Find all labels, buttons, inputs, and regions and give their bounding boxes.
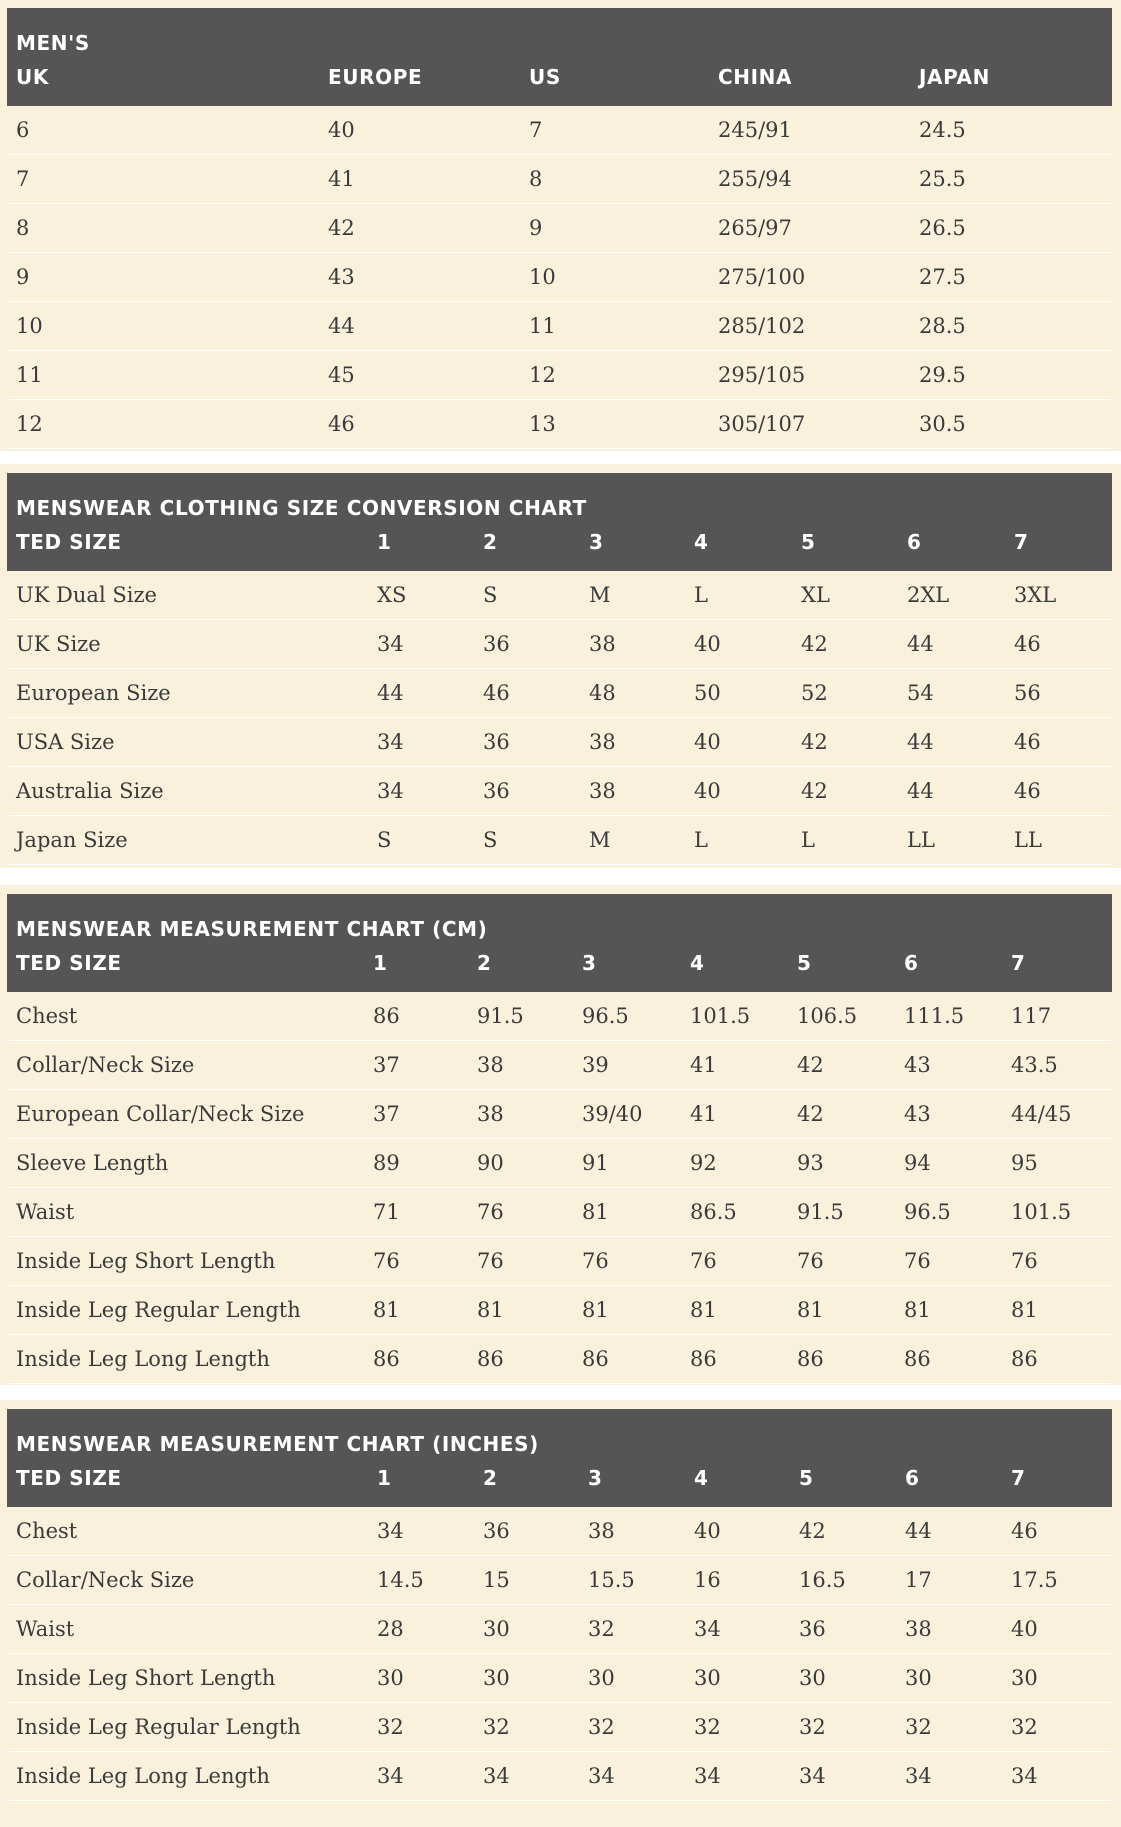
table-cell: 86 xyxy=(364,992,468,1041)
column-header: 7 xyxy=(1014,530,1029,554)
row-label: Collar/Neck Size xyxy=(7,1041,364,1090)
column-header: 5 xyxy=(801,530,816,554)
table-cell: 32 xyxy=(896,1703,1002,1752)
table-row xyxy=(7,1507,1112,1556)
table-cell: 36 xyxy=(790,1605,896,1654)
table-cell: 295/105 xyxy=(709,351,910,400)
table-cell: 34 xyxy=(896,1752,1002,1801)
table-cell: 81 xyxy=(788,1286,895,1335)
mens-shoe-size-panel xyxy=(0,0,1121,451)
row-label: Inside Leg Short Length xyxy=(7,1654,368,1703)
table-row xyxy=(7,302,1112,351)
table-cell: 32 xyxy=(790,1703,896,1752)
table-cell: 86 xyxy=(788,1335,895,1384)
table-cell: 44 xyxy=(319,302,520,351)
table-cell: 275/100 xyxy=(709,253,910,302)
table-cell: 86 xyxy=(573,1335,681,1384)
mens-shoe-size-table xyxy=(7,8,1112,449)
table-cell: 40 xyxy=(1002,1605,1112,1654)
table-row xyxy=(7,1556,1112,1605)
clothing-conversion-panel xyxy=(0,464,1121,868)
table-cell: 117 xyxy=(1002,992,1112,1041)
table-cell: L xyxy=(792,816,898,865)
table-cell: 34 xyxy=(685,1605,790,1654)
row-label: European Collar/Neck Size xyxy=(7,1090,364,1139)
table-cell: 6 xyxy=(7,106,319,155)
table-cell: 46 xyxy=(319,400,520,449)
table-cell: 43.5 xyxy=(1002,1041,1112,1090)
table-cell: 38 xyxy=(580,718,685,767)
table-cell: 71 xyxy=(364,1188,468,1237)
table-cell: 10 xyxy=(7,302,319,351)
table-cell: 46 xyxy=(1005,718,1112,767)
table-cell: 34 xyxy=(1002,1752,1112,1801)
table-cell: 30 xyxy=(1002,1654,1112,1703)
table-row xyxy=(7,1090,1112,1139)
table-row xyxy=(7,1237,1112,1286)
column-header: 3 xyxy=(582,951,597,975)
table-cell: 38 xyxy=(468,1041,573,1090)
table-cell: 17 xyxy=(896,1556,1002,1605)
row-label: Inside Leg Long Length xyxy=(7,1335,364,1384)
table-cell: 3XL xyxy=(1005,571,1112,620)
table-cell: 86 xyxy=(895,1335,1002,1384)
row-label: Chest xyxy=(7,1507,368,1556)
table-title-row xyxy=(7,894,1112,945)
table-cell: 26.5 xyxy=(910,204,1112,253)
table-row xyxy=(7,620,1112,669)
table-cell: 76 xyxy=(364,1237,468,1286)
table-cell: 91.5 xyxy=(468,992,573,1041)
table-cell: 30 xyxy=(896,1654,1002,1703)
table-cell: 42 xyxy=(792,767,898,816)
table-cell: 93 xyxy=(788,1139,895,1188)
table-cell: 91 xyxy=(573,1139,681,1188)
table-cell: 16 xyxy=(685,1556,790,1605)
table-row xyxy=(7,351,1112,400)
table-cell: 30 xyxy=(579,1654,685,1703)
table-cell: 36 xyxy=(474,1507,579,1556)
table-cell: 81 xyxy=(895,1286,1002,1335)
table-cell: 32 xyxy=(579,1605,685,1654)
table-cell: LL xyxy=(898,816,1005,865)
table-cell: 13 xyxy=(520,400,709,449)
table-cell: 81 xyxy=(573,1188,681,1237)
table-cell: 81 xyxy=(681,1286,788,1335)
column-header-row xyxy=(7,1460,1112,1507)
table-cell: 34 xyxy=(579,1752,685,1801)
row-label: UK Size xyxy=(7,620,368,669)
table-row xyxy=(7,106,1112,155)
table-cell: 38 xyxy=(896,1605,1002,1654)
table-row xyxy=(7,1286,1112,1335)
table-cell: 86 xyxy=(681,1335,788,1384)
table-cell: 255/94 xyxy=(709,155,910,204)
table-cell: 2XL xyxy=(898,571,1005,620)
table-title: MENSWEAR CLOTHING SIZE CONVERSION CHART xyxy=(16,496,587,520)
table-row xyxy=(7,1335,1112,1384)
row-label: Waist xyxy=(7,1188,364,1237)
table-title-row xyxy=(7,473,1112,524)
measurement-cm-panel xyxy=(0,885,1121,1385)
table-cell: 45 xyxy=(319,351,520,400)
table-cell: 76 xyxy=(788,1237,895,1286)
table-row xyxy=(7,253,1112,302)
table-row xyxy=(7,669,1112,718)
column-header: US xyxy=(529,65,561,89)
table-cell: 30 xyxy=(790,1654,896,1703)
table-cell: 29.5 xyxy=(910,351,1112,400)
row-label: Australia Size xyxy=(7,767,368,816)
column-header: 5 xyxy=(799,1466,814,1490)
table-cell: 95 xyxy=(1002,1139,1112,1188)
table-cell: 27.5 xyxy=(910,253,1112,302)
table-cell: 43 xyxy=(319,253,520,302)
table-row xyxy=(7,1188,1112,1237)
table-cell: 81 xyxy=(573,1286,681,1335)
table-cell: 36 xyxy=(474,620,580,669)
table-row xyxy=(7,816,1112,865)
table-cell: 34 xyxy=(368,1752,474,1801)
table-cell: 42 xyxy=(788,1090,895,1139)
table-cell: 37 xyxy=(364,1041,468,1090)
column-header-row xyxy=(7,945,1112,992)
table-cell: 12 xyxy=(520,351,709,400)
column-header: 4 xyxy=(694,1466,709,1490)
table-cell: 36 xyxy=(474,718,580,767)
table-cell: 11 xyxy=(520,302,709,351)
table-cell: 50 xyxy=(685,669,792,718)
table-cell: 245/91 xyxy=(709,106,910,155)
table-cell: 30.5 xyxy=(910,400,1112,449)
table-cell: 32 xyxy=(1002,1703,1112,1752)
row-label: Inside Leg Regular Length xyxy=(7,1286,364,1335)
table-cell: 44 xyxy=(898,718,1005,767)
row-label: Inside Leg Regular Length xyxy=(7,1703,368,1752)
table-cell: M xyxy=(580,571,685,620)
table-title: MENSWEAR MEASUREMENT CHART (CM) xyxy=(16,917,488,941)
column-header: 1 xyxy=(377,1466,392,1490)
column-header: 7 xyxy=(1011,951,1026,975)
table-cell: 43 xyxy=(895,1090,1002,1139)
table-cell: 44 xyxy=(896,1507,1002,1556)
table-cell: 38 xyxy=(580,620,685,669)
table-cell: 76 xyxy=(468,1237,573,1286)
table-cell: 42 xyxy=(792,620,898,669)
table-cell: 34 xyxy=(368,1507,474,1556)
table-cell: XS xyxy=(368,571,474,620)
row-label: Collar/Neck Size xyxy=(7,1556,368,1605)
column-header: UK xyxy=(16,65,49,89)
table-row xyxy=(7,400,1112,449)
table-cell: 54 xyxy=(898,669,1005,718)
table-cell: 39 xyxy=(573,1041,681,1090)
table-row xyxy=(7,1139,1112,1188)
table-row xyxy=(7,571,1112,620)
column-header: 2 xyxy=(483,1466,498,1490)
table-cell: 41 xyxy=(319,155,520,204)
table-row xyxy=(7,718,1112,767)
table-cell: 106.5 xyxy=(788,992,895,1041)
table-cell: S xyxy=(474,571,580,620)
table-title: MENSWEAR MEASUREMENT CHART (INCHES) xyxy=(16,1432,539,1456)
table-cell: 36 xyxy=(474,767,580,816)
table-cell: 11 xyxy=(7,351,319,400)
table-cell: 265/97 xyxy=(709,204,910,253)
clothing-conversion-table xyxy=(7,473,1112,865)
table-cell: S xyxy=(474,816,580,865)
table-cell: 285/102 xyxy=(709,302,910,351)
table-cell: 43 xyxy=(895,1041,1002,1090)
table-cell: 91.5 xyxy=(788,1188,895,1237)
table-cell: 94 xyxy=(895,1139,1002,1188)
table-cell: LL xyxy=(1005,816,1112,865)
table-cell: 32 xyxy=(368,1703,474,1752)
table-cell: 86.5 xyxy=(681,1188,788,1237)
table-cell: 34 xyxy=(368,718,474,767)
table-cell: 40 xyxy=(685,620,792,669)
table-cell: 14.5 xyxy=(368,1556,474,1605)
table-cell: 12 xyxy=(7,400,319,449)
column-header: 2 xyxy=(477,951,492,975)
column-header: 6 xyxy=(907,530,922,554)
column-header: 7 xyxy=(1011,1466,1026,1490)
table-cell: 41 xyxy=(681,1090,788,1139)
table-cell: 86 xyxy=(468,1335,573,1384)
table-cell: 42 xyxy=(319,204,520,253)
row-label: Sleeve Length xyxy=(7,1139,364,1188)
column-header: CHINA xyxy=(718,65,793,89)
table-cell: 52 xyxy=(792,669,898,718)
measurement-inches-table xyxy=(7,1409,1112,1801)
table-cell: 9 xyxy=(520,204,709,253)
column-header: 3 xyxy=(588,1466,603,1490)
table-cell: 15.5 xyxy=(579,1556,685,1605)
table-cell: 34 xyxy=(368,620,474,669)
table-cell: 34 xyxy=(790,1752,896,1801)
table-cell: 15 xyxy=(474,1556,579,1605)
table-cell: 38 xyxy=(580,767,685,816)
table-cell: 9 xyxy=(7,253,319,302)
table-row xyxy=(7,1654,1112,1703)
column-header: 5 xyxy=(797,951,812,975)
table-row xyxy=(7,767,1112,816)
table-cell: 56 xyxy=(1005,669,1112,718)
table-cell: 96.5 xyxy=(895,1188,1002,1237)
column-header: EUROPE xyxy=(328,65,423,89)
table-cell: M xyxy=(580,816,685,865)
table-cell: 28.5 xyxy=(910,302,1112,351)
row-label: Japan Size xyxy=(7,816,368,865)
table-cell: 101.5 xyxy=(681,992,788,1041)
table-cell: 81 xyxy=(364,1286,468,1335)
measurement-cm-table xyxy=(7,894,1112,1384)
table-cell: 34 xyxy=(474,1752,579,1801)
row-label: USA Size xyxy=(7,718,368,767)
table-cell: 8 xyxy=(520,155,709,204)
table-cell: 101.5 xyxy=(1002,1188,1112,1237)
column-header: 1 xyxy=(373,951,388,975)
column-header: 6 xyxy=(905,1466,920,1490)
column-header: JAPAN xyxy=(919,65,990,89)
column-header: TED SIZE xyxy=(16,1466,122,1490)
row-label: European Size xyxy=(7,669,368,718)
column-header: 6 xyxy=(904,951,919,975)
table-cell: XL xyxy=(792,571,898,620)
table-cell: 111.5 xyxy=(895,992,1002,1041)
table-cell: 30 xyxy=(368,1654,474,1703)
table-row xyxy=(7,992,1112,1041)
row-label: UK Dual Size xyxy=(7,571,368,620)
table-cell: 10 xyxy=(520,253,709,302)
row-label: Waist xyxy=(7,1605,368,1654)
table-cell: 89 xyxy=(364,1139,468,1188)
table-cell: 34 xyxy=(685,1752,790,1801)
table-cell: 37 xyxy=(364,1090,468,1139)
table-cell: 76 xyxy=(895,1237,1002,1286)
table-cell: 32 xyxy=(579,1703,685,1752)
table-cell: 39/40 xyxy=(573,1090,681,1139)
table-row xyxy=(7,1752,1112,1801)
column-header: 3 xyxy=(589,530,604,554)
table-cell: 40 xyxy=(685,767,792,816)
table-cell: S xyxy=(368,816,474,865)
measurement-inches-panel xyxy=(0,1400,1121,1827)
table-cell: 30 xyxy=(474,1605,579,1654)
row-label: Chest xyxy=(7,992,364,1041)
table-cell: 38 xyxy=(468,1090,573,1139)
table-cell: 305/107 xyxy=(709,400,910,449)
table-cell: 46 xyxy=(1002,1507,1112,1556)
table-cell: 81 xyxy=(468,1286,573,1335)
table-cell: 92 xyxy=(681,1139,788,1188)
table-row xyxy=(7,1041,1112,1090)
table-cell: 44 xyxy=(898,620,1005,669)
table-cell: 17.5 xyxy=(1002,1556,1112,1605)
table-row xyxy=(7,204,1112,253)
table-title-row xyxy=(7,1409,1112,1460)
table-cell: 46 xyxy=(474,669,580,718)
table-cell: L xyxy=(685,816,792,865)
table-cell: 46 xyxy=(1005,767,1112,816)
table-row xyxy=(7,1703,1112,1752)
table-cell: 16.5 xyxy=(790,1556,896,1605)
table-cell: 32 xyxy=(474,1703,579,1752)
table-cell: 76 xyxy=(573,1237,681,1286)
table-cell: 42 xyxy=(790,1507,896,1556)
column-header: TED SIZE xyxy=(16,530,122,554)
column-header-row xyxy=(7,524,1112,571)
row-label: Inside Leg Long Length xyxy=(7,1752,368,1801)
table-title: MEN'S xyxy=(16,31,90,55)
table-cell: 24.5 xyxy=(910,106,1112,155)
table-cell: 7 xyxy=(7,155,319,204)
table-cell: 28 xyxy=(368,1605,474,1654)
table-title-row xyxy=(7,8,1112,59)
table-cell: 96.5 xyxy=(573,992,681,1041)
column-header: 2 xyxy=(483,530,498,554)
column-header-row xyxy=(7,59,1112,106)
table-row xyxy=(7,155,1112,204)
column-header: 4 xyxy=(690,951,705,975)
table-cell: 40 xyxy=(685,1507,790,1556)
table-cell: 86 xyxy=(1002,1335,1112,1384)
table-cell: 25.5 xyxy=(910,155,1112,204)
column-header: TED SIZE xyxy=(16,951,122,975)
table-cell: 32 xyxy=(685,1703,790,1752)
column-header: 4 xyxy=(694,530,709,554)
table-row xyxy=(7,1605,1112,1654)
table-cell: 38 xyxy=(579,1507,685,1556)
table-cell: L xyxy=(685,571,792,620)
table-cell: 30 xyxy=(685,1654,790,1703)
table-cell: 44/45 xyxy=(1002,1090,1112,1139)
table-cell: 90 xyxy=(468,1139,573,1188)
table-cell: 42 xyxy=(792,718,898,767)
column-header: 1 xyxy=(377,530,392,554)
table-cell: 81 xyxy=(1002,1286,1112,1335)
table-cell: 7 xyxy=(520,106,709,155)
table-cell: 76 xyxy=(681,1237,788,1286)
table-cell: 46 xyxy=(1005,620,1112,669)
table-cell: 86 xyxy=(364,1335,468,1384)
table-cell: 41 xyxy=(681,1041,788,1090)
table-cell: 34 xyxy=(368,767,474,816)
table-cell: 76 xyxy=(468,1188,573,1237)
table-cell: 30 xyxy=(474,1654,579,1703)
table-cell: 76 xyxy=(1002,1237,1112,1286)
row-label: Inside Leg Short Length xyxy=(7,1237,364,1286)
table-cell: 48 xyxy=(580,669,685,718)
table-cell: 40 xyxy=(685,718,792,767)
table-cell: 44 xyxy=(368,669,474,718)
table-cell: 44 xyxy=(898,767,1005,816)
table-cell: 8 xyxy=(7,204,319,253)
table-cell: 42 xyxy=(788,1041,895,1090)
table-cell: 40 xyxy=(319,106,520,155)
